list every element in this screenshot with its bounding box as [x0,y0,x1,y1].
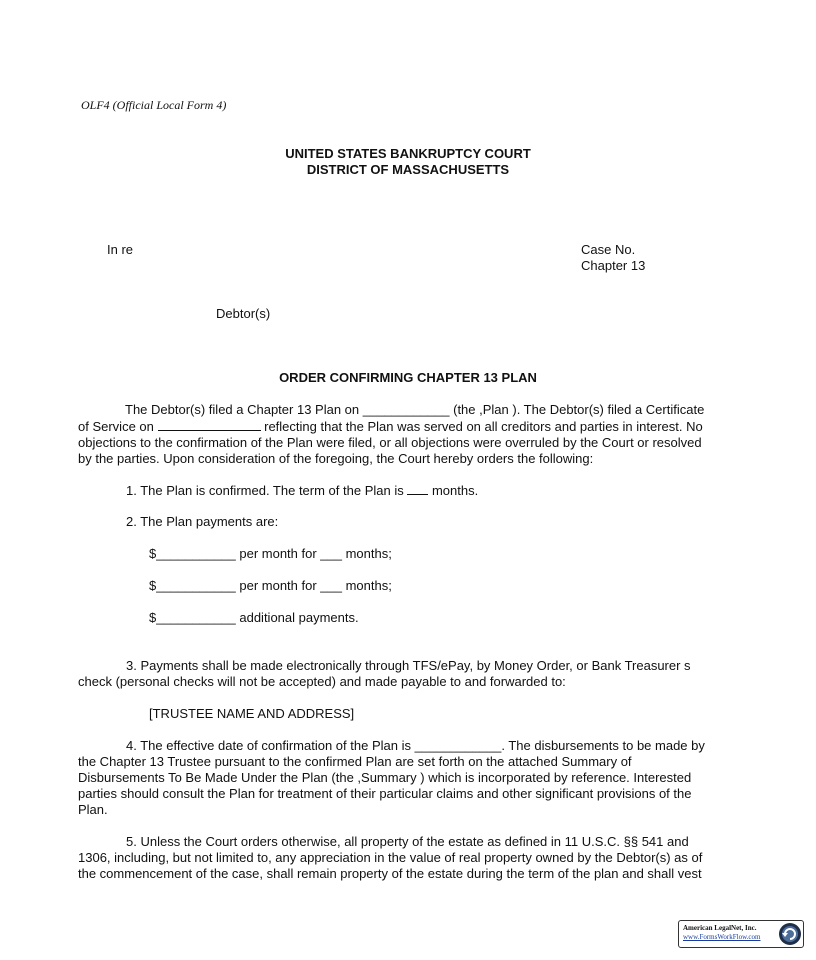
item-5-line-3: the commencement of the case, shall remain property of the estate during the term of the plan and shall vest [78,866,702,881]
item-4-line-3: Disbursements To Be Made Under the Plan (the ,Summary ) which is incorporated by reference. Interested [78,770,692,785]
item-4-line-4: parties should consult the Plan for treatment of their particular claims and other significant provisions of the [78,786,692,801]
trustee-name-address: [TRUSTEE NAME AND ADDRESS] [149,706,355,721]
intro-line-2b: reflecting that the Plan was served on all creditors and parties in interest. No [264,419,703,434]
order-title: ORDER CONFIRMING CHAPTER 13 PLAN [279,370,537,385]
item-4-line-1: 4. The effective date of confirmation of the Plan is ____________. The disbursements to be made by [126,738,705,753]
item-5-line-2: 1306, including, but not limited to, any appreciation in the value of real property owned by the Debtor(s) as of [78,850,703,865]
chapter-label: Chapter 13 [581,258,646,273]
in-re-label: In re [107,242,134,257]
refresh-globe-icon [778,922,802,946]
intro-paragraph [78,402,740,467]
item-4-line-5: Plan. [78,802,108,817]
intro-line-2a: of Service on [78,419,154,434]
court-district: DISTRICT OF MASSACHUSETTS [306,162,510,177]
logo-company-name: American LegalNet, Inc. [683,924,757,932]
american-legalnet-logo[interactable] [678,920,804,948]
logo-website-link[interactable]: www.FormsWorkFlow.com [683,933,761,941]
item-3-line-2: check (personal checks will not be accepted) and made payable to and forwarded to: [78,674,566,689]
intro-line-4: by the parties. Upon consideration of the foregoing, the Court hereby orders the following: [78,451,594,466]
item-1-months: months. [431,483,479,498]
payment-line-2: $___________ per month for ___ months; [149,578,392,593]
item-5-line-1: 5. Unless the Court orders otherwise, all property of the estate as defined in 11 U.S.C. §§ 541 and [126,834,689,849]
form-tag: OLF4 (Official Local Form 4) [81,98,227,112]
item-1-text: 1. The Plan is confirmed. The term of the Plan is [126,483,404,498]
item-2: 2. The Plan payments are: [126,514,279,529]
payment-line-1: $___________ per month for ___ months; [149,546,392,561]
service-date-blank[interactable] [158,418,261,431]
item-4-line-2: the Chapter 13 Trustee pursuant to the confirmed Plan are set forth on the attached Summary of [78,754,632,769]
case-no-label: Case No. [581,242,636,257]
term-months-blank[interactable] [407,482,428,495]
item-3-line-1: 3. Payments shall be made electronically through TFS/ePay, by Money Order, or Bank Treasurer s [126,658,691,673]
intro-line-1: The Debtor(s) filed a Chapter 13 Plan on ____________ (the ,Plan ). The Debtor(s) filed a Certificate [125,402,705,417]
intro-line-3: objections to the confirmation of the Plan were filed, or all objections were overruled by the Court or resolved [78,435,702,450]
item-1 [126,482,478,499]
intro-line-2 [78,418,740,435]
debtors-label: Debtor(s) [216,306,271,321]
court-name: UNITED STATES BANKRUPTCY COURT [285,146,531,161]
payment-line-3: $___________ additional payments. [149,610,359,625]
